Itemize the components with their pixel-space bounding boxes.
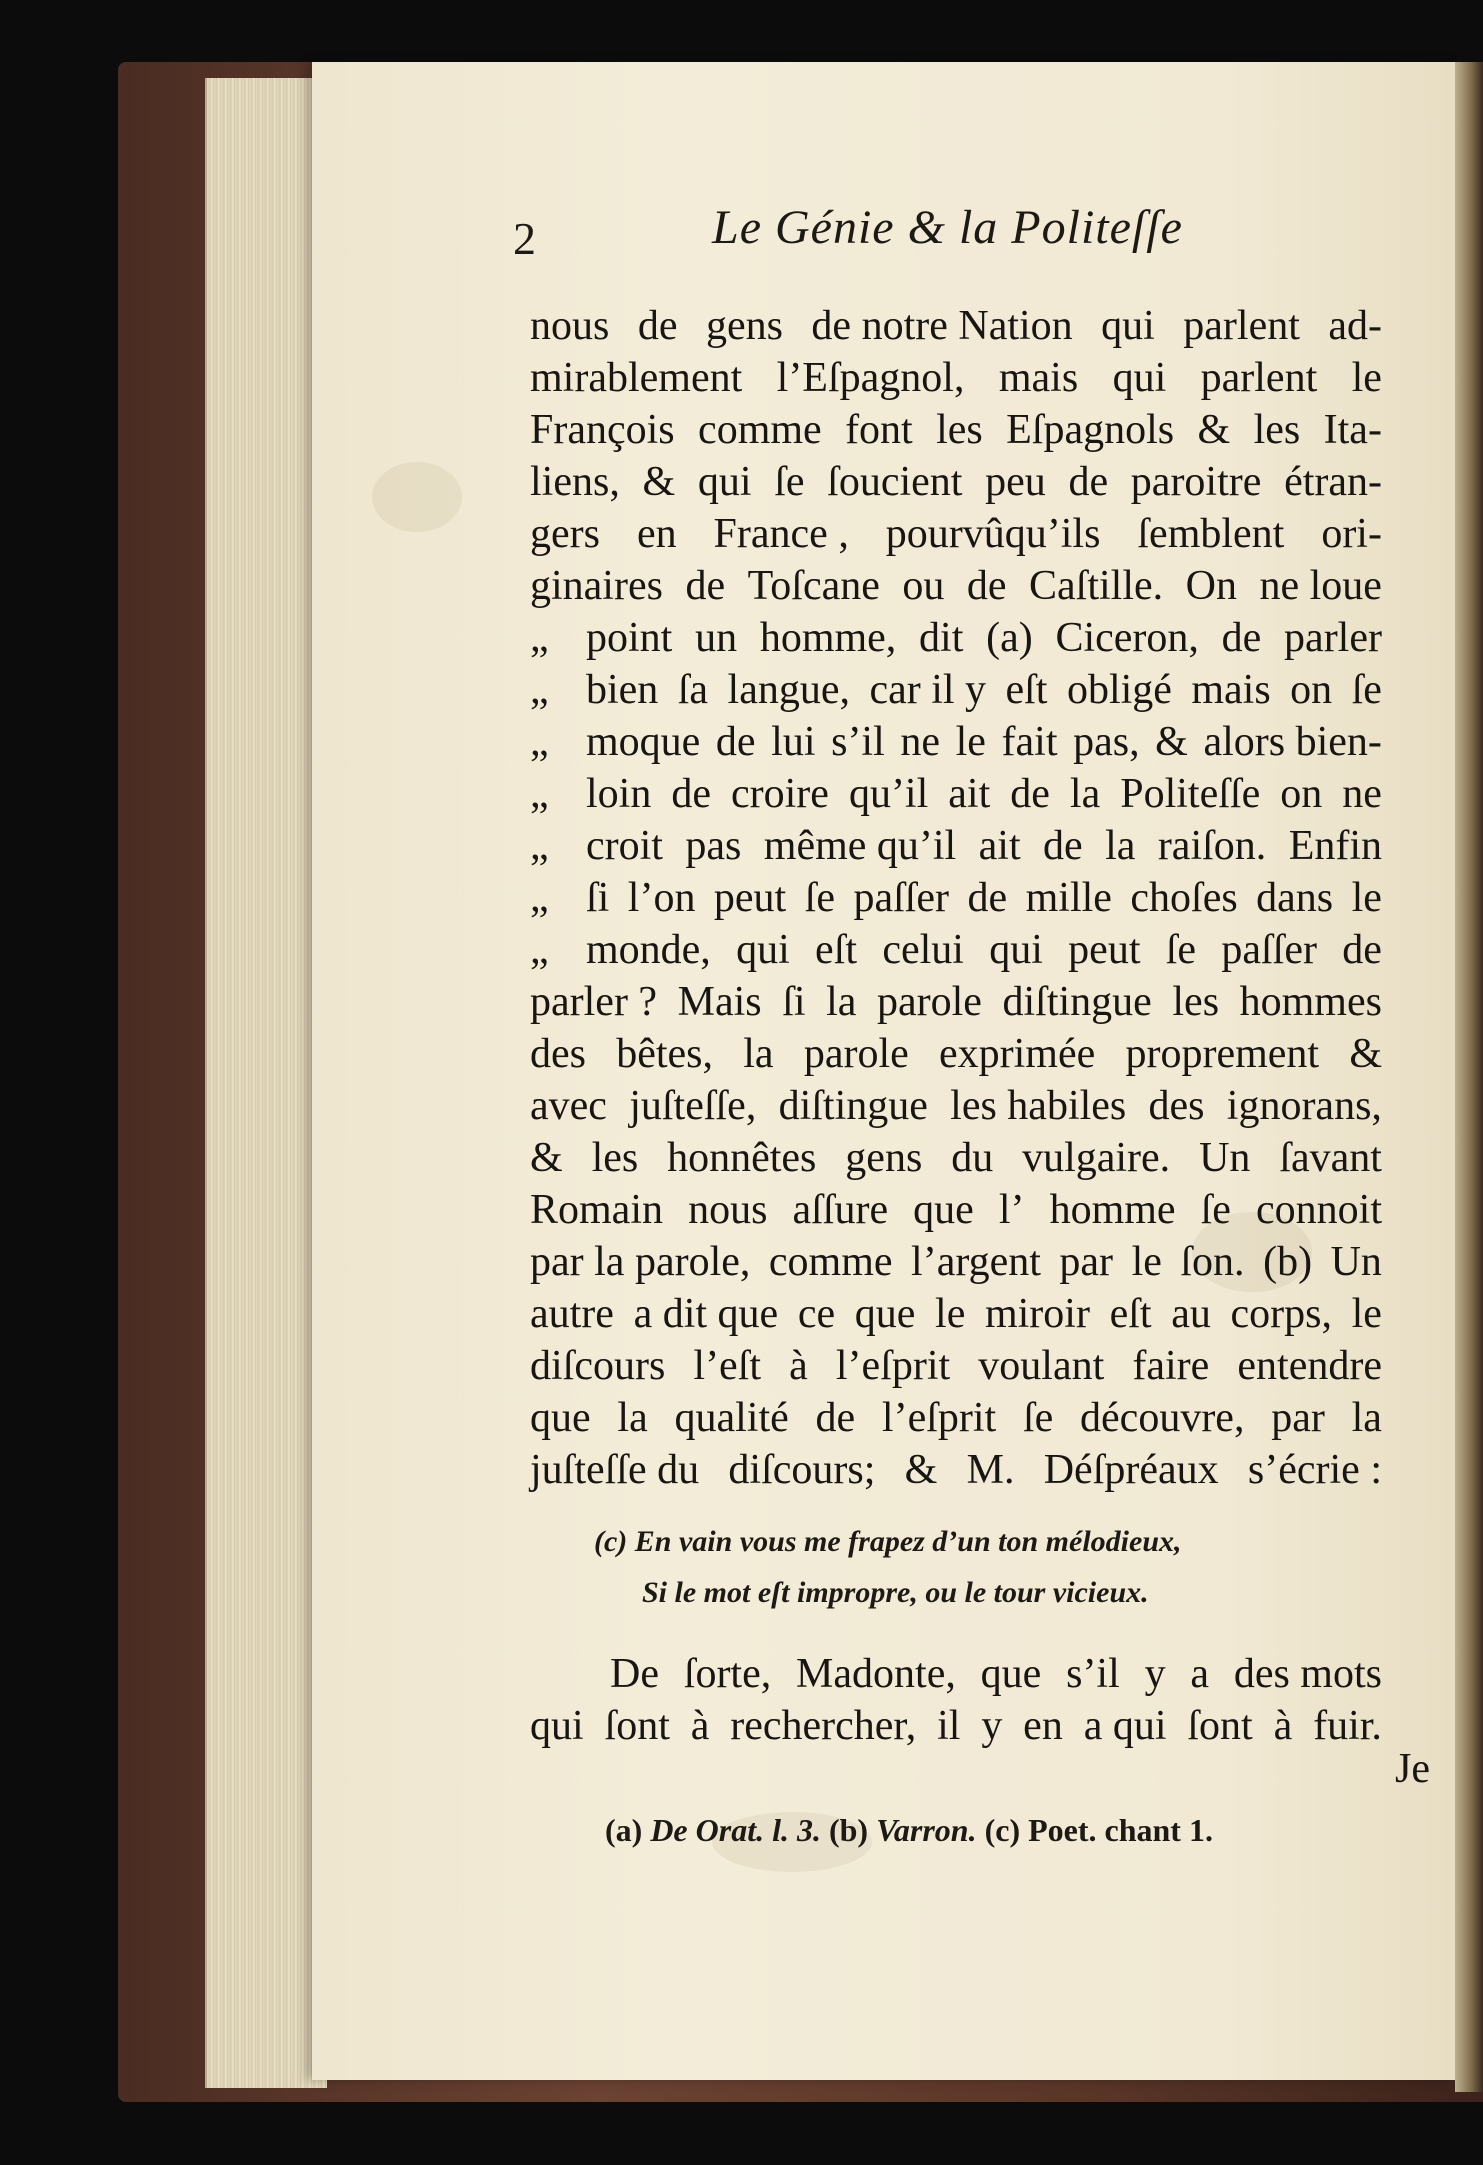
word: la [617,1395,648,1441]
word: du [951,1135,994,1181]
word: fait [1001,719,1058,765]
word: que [980,1651,1042,1697]
word: François [530,407,675,453]
word: gens [845,1135,923,1181]
text-line [530,1132,1382,1184]
word: choſes [1130,875,1238,921]
word: obligé [1066,667,1172,713]
word: corps, [1230,1291,1332,1337]
word: ait [978,823,1021,869]
word: l’eſprit [881,1395,997,1441]
word: Ciceron, [1055,615,1199,661]
text-line [530,1340,1382,1392]
word: les [936,407,983,453]
word: que [913,1187,974,1233]
word: comme [768,1239,893,1285]
word: l’ [998,1187,1025,1233]
word: aſſure [792,1187,889,1233]
word: mirablement [530,355,743,401]
word: Un [1199,1135,1251,1181]
word: homme [1049,1187,1176,1233]
word: ſe [1022,1395,1054,1441]
word: parler ? [530,979,658,1025]
word: proprement [1125,1031,1320,1077]
word: & [530,1135,563,1181]
word: que [854,1291,916,1337]
word: un [695,615,738,661]
word: ſont [604,1703,670,1749]
word: bêtes, [616,1031,714,1077]
word: ſemblent [1137,511,1285,557]
word: ce [797,1291,836,1337]
verse-line-2: Si le mot eſt impropre, ou le tour vicieux. [642,1576,1149,1609]
word: ne [900,719,941,765]
word: Romain [530,1187,663,1233]
word: connoit [1256,1187,1382,1233]
word: s’il [831,719,885,765]
word: eſt [1005,667,1048,713]
footnote-c-label: (c) [984,1812,1021,1848]
word: diſtingue [778,1083,928,1129]
text-line [530,1288,1382,1340]
word: Ita- [1323,407,1382,453]
word: Madonte, [796,1651,956,1697]
word: par [1059,1239,1114,1285]
word: l’eſprit [835,1343,951,1389]
word: font [845,407,913,453]
quote-mark: „ [530,875,549,921]
word: a dit que [633,1291,779,1337]
word: ſe [1200,1187,1231,1233]
word: croire [731,771,829,817]
word: des [530,1031,586,1077]
word: ſe [1351,667,1382,713]
word: de [1010,771,1050,817]
word: Mais [677,979,762,1025]
word: le [1131,1239,1162,1285]
body-text [530,300,1382,1496]
quote-mark: „ [530,771,549,817]
word: France , [713,511,849,557]
word: parlent [1183,303,1300,349]
footnote-b-label: (b) [828,1812,869,1848]
word: mais [998,355,1079,401]
word: a qui [1083,1703,1167,1749]
word: nous [688,1187,768,1233]
word: par la parole, [530,1239,751,1285]
word: ginaires [530,563,663,609]
word: rechercher, [730,1703,917,1749]
word: les [1172,979,1220,1025]
word: la [743,1031,774,1077]
word: ſa [677,667,709,713]
word: bien [586,667,659,713]
word: faire [1132,1343,1210,1389]
word: en [636,511,677,557]
word: de [966,563,1007,609]
word: ignorans, [1226,1083,1382,1129]
verse-line-1: (c) En vain vous me frapez d’un ton mélodieux, [594,1525,1182,1558]
text-line [530,1028,1382,1080]
word: à [1273,1703,1293,1749]
word: les habiles [950,1083,1127,1129]
word: Eſpagnols [1006,407,1175,453]
text-line [530,352,1382,404]
word: étran- [1284,459,1382,505]
quoted-line [530,664,1382,716]
quote-mark: „ [530,719,549,765]
word: de [685,563,726,609]
word: de [1221,615,1262,661]
word: en [1023,1703,1063,1749]
quoted-line [530,768,1382,820]
text-line [530,560,1382,612]
word: de notre Nation [811,303,1073,349]
word: Toſcane [747,563,880,609]
footnote-b-ref: Varron. [876,1812,977,1848]
word: qui [1112,355,1167,401]
word: raiſon. [1157,823,1267,869]
footnote-c-ref: Poet. chant 1. [1028,1812,1213,1848]
word: miroir [984,1291,1090,1337]
word: De [610,1651,659,1697]
word: y [1144,1651,1166,1697]
quoted-line [530,924,1382,976]
word: ne loue [1259,563,1382,609]
page-gutter [1455,62,1483,2092]
word: ſont [1187,1703,1253,1749]
word: vulgaire. [1022,1135,1171,1181]
word: de [1043,823,1083,869]
word: on [1290,667,1333,713]
word: que [530,1395,591,1441]
word: l’argent [911,1239,1041,1285]
word: loin [586,771,652,817]
word: eſt [1109,1291,1152,1337]
word: juſteſſe, [629,1083,757,1129]
word: liens, [530,459,620,505]
word: paroitre [1130,459,1262,505]
word: a [1190,1651,1210,1697]
word: eſt [815,927,858,973]
text-line [530,456,1382,508]
word: parlent [1200,355,1318,401]
word: ſon. [1180,1239,1245,1285]
quote-mark: „ [530,927,549,973]
word: exprimée [939,1031,1096,1077]
word: la [1351,1395,1382,1441]
word: peut [1068,927,1141,973]
word: y [981,1703,1003,1749]
word: parler [1284,615,1382,661]
word: lui [771,719,816,765]
word: des mots [1233,1651,1382,1697]
word: il [937,1703,961,1749]
word: s’écrie : [1247,1447,1382,1493]
word: langue, [727,667,850,713]
word: ait [948,771,991,817]
word: gers [530,511,600,557]
word: parole [876,979,982,1025]
word: découvre, [1080,1395,1245,1441]
word: qui [1101,303,1155,349]
word: alors bien- [1203,719,1382,765]
word: mille [1025,875,1112,921]
word: ſe [774,459,805,505]
word: peu [985,459,1046,505]
word: Déſpréaux [1043,1447,1219,1493]
quoted-line [530,872,1382,924]
word: par [1271,1395,1325,1441]
word: qui [530,1703,584,1749]
text-line [530,1184,1382,1236]
word: Politeſſe [1120,771,1261,817]
word: ou [902,563,945,609]
word: parole [803,1031,909,1077]
word: autre [530,1291,614,1337]
word: à [789,1343,808,1389]
running-head: Le Génie & la Politeſſe [712,201,1183,254]
word: le [1351,1291,1382,1337]
word: On [1185,563,1237,609]
word: (b) [1263,1239,1313,1285]
word: juſteſſe du [530,1447,700,1493]
word: point [586,615,673,661]
word: ſe [1165,927,1197,973]
word: pas, [1073,719,1140,765]
quoted-line [530,820,1382,872]
word: qui [989,927,1043,973]
word: de [671,771,711,817]
word: Un [1330,1239,1382,1285]
word: qualité [674,1395,789,1441]
text-line [530,404,1382,456]
word: l’eſt [693,1343,762,1389]
word: qui [736,927,790,973]
word: & [1349,1031,1382,1077]
word: diſcours [530,1343,666,1389]
page-edges [205,78,327,2088]
word: au [1171,1291,1211,1337]
word: comme [698,407,822,453]
text-line [530,976,1382,1028]
word: de [815,1395,856,1441]
word: dans [1256,875,1334,921]
word: à [690,1703,710,1749]
word: (a) [986,615,1033,661]
word: honnêtes [667,1135,817,1181]
word: les [1253,407,1301,453]
word: de [715,719,756,765]
word: avec [530,1083,607,1129]
word: ne [1342,771,1382,817]
closing-line [530,1648,1382,1700]
word: & [1155,719,1188,765]
word: même qu’il [763,823,957,869]
text-line [530,300,1382,352]
word: de [1068,459,1109,505]
word: des [1148,1083,1205,1129]
closing-text [530,1648,1382,1752]
word: la [826,979,857,1025]
word: & [904,1447,938,1493]
word: voulant [978,1343,1105,1389]
word: croit [586,823,663,869]
word: le [955,719,986,765]
word: la [1105,823,1136,869]
word: Enfin [1288,823,1382,869]
word: de [637,303,678,349]
text-line [530,1392,1382,1444]
footnote-a-ref: De Orat. l. 3. [650,1812,821,1848]
word: ori- [1321,511,1382,557]
word: ſe [804,875,835,921]
word: & [642,459,676,505]
word: paſſer [1221,927,1317,973]
word: ſavant [1279,1135,1382,1181]
word: diſcours; [728,1447,876,1493]
word: s’il [1066,1651,1120,1697]
closing-line [530,1700,1382,1752]
quote-mark: „ [530,615,549,661]
word: les [591,1135,639,1181]
word: mais [1191,667,1271,713]
word: hommes [1239,979,1382,1025]
word: peut [713,875,787,921]
word: ſorte, [683,1651,772,1697]
footnotes [605,1812,1405,1849]
word: homme, [759,615,897,661]
word: entendre [1237,1343,1382,1389]
word: celui [882,927,964,973]
text-line [530,508,1382,560]
word: le [935,1291,966,1337]
word: de [1342,927,1382,973]
quoted-line [530,612,1382,664]
word: moque [586,719,701,765]
word: l’on [627,875,696,921]
word: le [1351,355,1382,401]
text-line [530,1236,1382,1288]
word: qu’il [848,771,929,817]
word: ad- [1328,303,1382,349]
word: le [1351,875,1382,921]
word: fuir. [1313,1703,1382,1749]
quoted-line [530,716,1382,768]
word: M. [966,1447,1015,1493]
word: de [967,875,1008,921]
quote-mark: „ [530,667,549,713]
word: diſtingue [1002,979,1152,1025]
quote-mark: „ [530,823,549,869]
word: pourvûqu’ils [885,511,1101,557]
word: on [1280,771,1323,817]
word: pas [685,823,742,869]
word: ſi [782,979,806,1025]
footnote-a-label: (a) [605,1812,643,1848]
word: qui [697,459,752,505]
word: ſi [586,875,610,921]
word: car il y [869,667,987,713]
word: gens [705,303,783,349]
word: monde, [586,927,711,973]
word: ſoucient [827,459,963,505]
word: l’Eſpagnol, [776,355,965,401]
text-line [530,1444,1382,1496]
text-line [530,1080,1382,1132]
catchword: Je [1395,1746,1430,1792]
word: & [1197,407,1231,453]
word: la [1069,771,1101,817]
page-number: 2 [513,213,536,264]
word: nous [530,303,610,349]
word: Caſtille. [1029,563,1164,609]
word: paſſer [853,875,950,921]
word: dit [919,615,964,661]
